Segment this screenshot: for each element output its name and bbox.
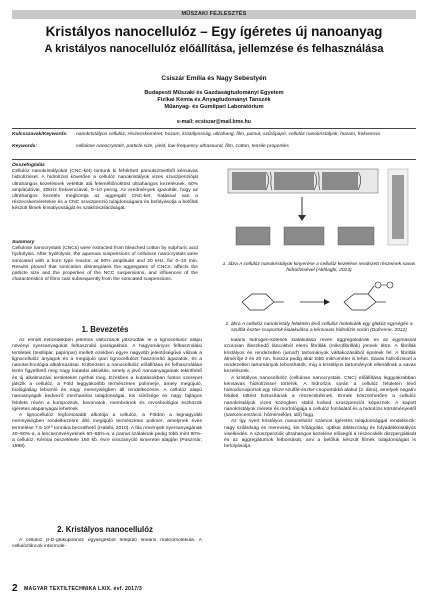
- paragraph: A lignocellulóz legfontosabb alkotója a cellulóz, a Földön a legnagyobb mennyiségben rendelkezésre álló megújuló természetes polimer, amelynek éves termelése 7,5·10¹⁰ tonnára becsülhető (Habibi, 2010). A fás növények nyersanyagának 40–50%-a, a lencsenövényeknek 60–65%-a, a pamut szálaknak pedig több mint 90%-a cellulóz. Kémiai összetétele 160 kb. évre visszanyúló ismeretei alapján (Paszmár, 1998).: [12, 413, 202, 450]
- author-list: Csiszár Emília és Nagy Sebestyén: [161, 75, 267, 82]
- section-heading-introduction: 1. Bevezetés: [81, 325, 129, 334]
- body-column-right: [224, 338, 416, 578]
- paragraph: A cellulóz β-D-glükopiranóz egységekből felépülő lineáris makromolekula. A cellulózláncok intermole-: [12, 538, 202, 550]
- figure-1: [222, 161, 416, 261]
- reaction-arrow: [300, 299, 330, 305]
- paragraph: Az így nyert kristályos nanocellulóz számos ígéretes tulajdonsággal rendelkezik: nagy szilárdság és merevség, kis hőtágulás, optikai átlátszóság és folyadékkristályos viselkedés. A szuszpenziók ultrahangos kezelése elősegíti a részecskék diszpergálását és az aggregátumok felbontását, ami a belőlük készült filmek tulajdonságait is befolyásolja.: [224, 419, 416, 450]
- hydrolysis-arrow: [298, 197, 306, 221]
- body-column-left-2: [12, 538, 202, 578]
- keywords-label-en: Keywords:: [12, 144, 38, 149]
- figure-2-caption: 2. ábra A cellulóz nanokristály felületén lévő cellulóz molekulák egy glükóz egységén a szulfát-észter-csoportok kialakulása a kénsavas hidrolízis során (Dufresne, 2012): [225, 322, 413, 334]
- page-number: 2: [12, 583, 18, 594]
- figure-1-caption: 1. ábra A cellulóz nanokristályok kinyerése a cellulóz kezelése rendezett részeinek savas hidrolízisével (Akhlaghi, 2013): [222, 262, 416, 274]
- page-footer: [12, 583, 416, 595]
- body-column-left-1: [12, 338, 202, 523]
- paragraph: kuláris hidrogén-kötések kialakulása révén aggregálódnak és az egymással szorosan illeszkedő láncokból elemi fibrillák (mikrofibrillák) jönnek létre. A fibrillák kristályos és rendezetlen (amorf) tartományok váltakozásából épülnek fel. A fibrillák átmérője 2 és 20 nm, hossza pedig akár több mikrométer is lehet. Savas hidrolízissel a rendezetlen tartományok lebonthatók, míg a kristályos tartományok ellenállnak a savas kezelésnek.: [224, 338, 416, 375]
- crystal-fragments: [236, 227, 374, 245]
- section-label: MŰSZAKI FEJLESZTÉS: [12, 10, 416, 19]
- affiliation-line-2: Fizikai Kémia és Anyagtudományi Tanszék: [157, 97, 271, 104]
- abstract-en-heading: Summary: [12, 240, 35, 245]
- abstract-hungarian: [12, 163, 198, 213]
- abstract-english: [12, 240, 198, 283]
- glucose-ring-right: [344, 282, 393, 310]
- glucose-ring-left: [242, 294, 284, 310]
- author-email: e-mail: ecsiszar@mail.bme.hu: [177, 119, 251, 125]
- keywords-label: Kulcsszavak/Keywords:: [12, 132, 68, 137]
- figure-2-illustration: [222, 280, 416, 320]
- article-title: Kristályos nanocellulóz – Egy ígéretes új nanoanyag: [45, 24, 383, 39]
- abstract-hu-text: Cellulóz nanokristályokat (CNC-ket) tontunk ki fehérített pamutszövetből kénsavas hidrolízissel. A hidrolízist követően a cellulóz nanokristályok vizes szuszpenzióját ultrahangos kezelésnek vetettük alá feleméltőnoktöst ultrahangos kezelésnek. 60% amplitúdóval, 20kHz frekvenciával, 0–10 percig. Az eredmények igazolták, hogy az ultrahangos kezelés megbontja az aggregált CNC-ket, hatással van a részecskeméretekre és a CNC szuszpenzió tulajdonságaira és befolyásolja a belőlük készült filmek kristályosságát és szakítószilárdságát.: [12, 169, 198, 212]
- paragraph: A kristályos nanocellulóz (cellulose nanocrystals, CNC) előállítása leggyakrabban kénsavas hidrolízissel történik. A hidrolízis során a cellulóz felületén lévő hidroxilcsoportok egy része szulfát-észter-csoportokká alakul (2. ábra), amelyek negatív felületi töltést biztosítanak a részecskéknek. Ennek köszönhetően a cellulóz nanokristályok vizes közegben stabil kolloid szuszpenziót képeznek. A kapott nanokristályok mérete és morfológiája a cellulóz forrásától és a hidrolízis körülményeitől (savkoncentráció, hőmérséklet, idő) függ.: [224, 375, 416, 418]
- fibril-bundle-top: [228, 169, 378, 193]
- section-heading-crystalline-nanocellulose: 2. Kristályos nanocellulóz: [57, 525, 153, 534]
- abstract-en-text: Cellulose nanocrystals (CNCs) were extracted from bleached cotton by sulphuric acid hydrolysis. After hydrolysis, the aqueous suspensions of cellulose nanocrystals were sonicated with a horn type reactor, at 60% amplitude and 20 kHz, for 0–10 min. Results proved that sonication disintegrates the aggregates of CNCs, affects the particle size and the properties of the NCC suspensions, and influences of the characteristics of films cast subsequently from the sonicated suspensions.: [12, 246, 198, 283]
- keywords-hu: nanokristályos cellulóz, részecskeméret, hozam, kristályosság, ultrahang, film, pamut, szűrőpapír, cellulóz nanokristályok, hozam, frekvencia: [76, 132, 380, 137]
- paragraph: Az elmúlt évtizedekben jelentős változások játszódtak le a lignocellulóz alapú növényi nyersanyagokat felhasználó iparágakban. A hagyományos felhasználási területek (textilipar, papíripar) mellett ezekben egyre nagyobb jelentőségűvé válnak a lignocellulóz anyagok és a megújuló ipari lignocellulózt hasznosító ágazatok, és a nanotechnológia alkalmazásai. Különösen a nanocellulóz előállítása és felhasználása terén figyelhető meg nagy kutatási aktivitás, amely a jövő nanoanyagainak tekinthető és új alkalmazási területeket nyithat meg. Ezekben a kutatásokban fontos szerepet játszik a cellulóz, a Föld leggyakoribb természetes polimerje, amely megújuló, biológiailag lebomló és nagy mennyiségben áll rendelkezésre. A cellulóz alapú nanoanyagok kedvező mechanikai tulajdonságai, kis sűrűsége és nagy fajlagos felülete révén a kompozitok, bevonatok, membránok és orvosbiológiai eszközök ígéretes alapanyagai lehetnek.: [12, 338, 202, 412]
- affiliation-line-1: Budapesti Műszaki és Gazdaságtudományi Egyetem: [144, 90, 284, 96]
- affiliation: [12, 90, 416, 112]
- abstract-hu-heading: Összefoglalás: [12, 163, 45, 168]
- keywords-en: cellulose nanocrystals, particle size, yield, low-frequency ultrasound, film, cotton, tensile properties: [76, 144, 289, 149]
- figure-2: [222, 280, 416, 320]
- affiliation-line-3: Műanyag- és Gumiipari Laboratórium: [164, 104, 264, 111]
- journal-name: MAGYAR TEXTILTECHNIKA LXIX. évf. 2017/3: [24, 586, 143, 592]
- fibril-side-core: [392, 175, 404, 239]
- article-subtitle: A kristályos nanocellulóz előállítása, jellemzése és felhasználása: [44, 43, 384, 55]
- figure-1-illustration: [222, 161, 416, 261]
- keywords-block: [12, 128, 416, 160]
